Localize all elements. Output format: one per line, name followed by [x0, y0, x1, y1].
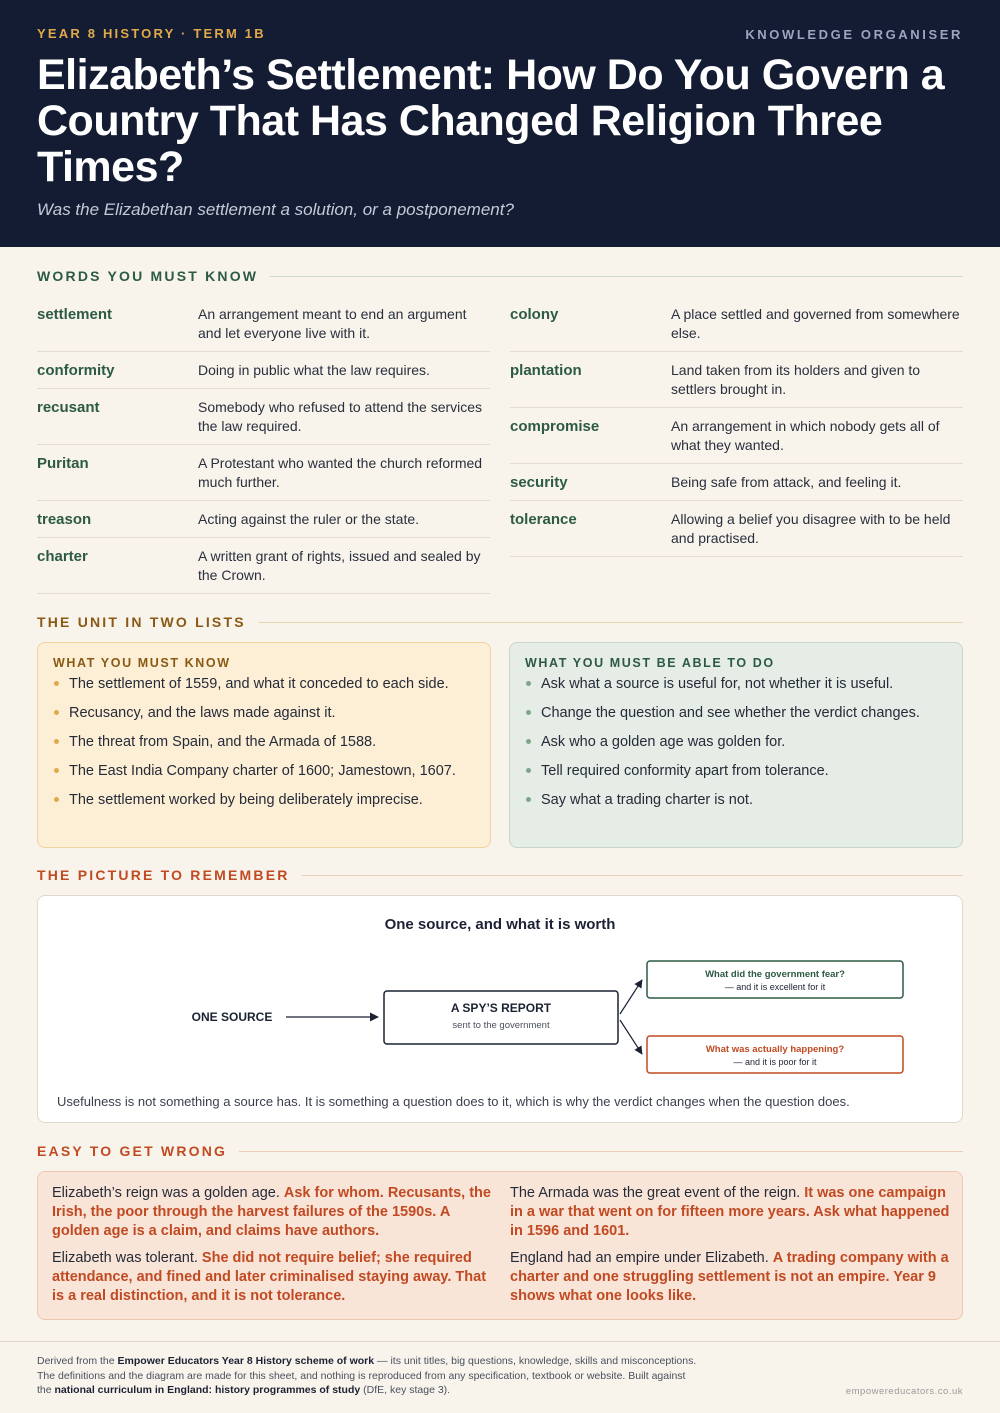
bullet-icon: [526, 710, 531, 715]
bullet-icon: [54, 797, 59, 802]
glossary-row: [510, 501, 963, 557]
glossary-row: [510, 464, 963, 501]
must-do-box: [509, 642, 963, 848]
glossary-term: colony: [510, 306, 559, 323]
happening-answer: — and it is poor for it: [733, 1057, 817, 1067]
glossary-term: settlement: [37, 306, 113, 323]
glossary-term: compromise: [510, 418, 600, 435]
glossary-term: recusant: [37, 399, 100, 416]
glossary-definition: A written grant of rights, issued and sealed by the Crown.: [198, 548, 481, 583]
glossary-row: [510, 352, 963, 408]
glossary-term: Puritan: [37, 455, 89, 472]
list-item: Recusancy, and the laws made against it.: [53, 703, 475, 723]
list-item: The settlement worked by being deliberately imprecise.: [53, 790, 475, 810]
words-section-heading: [37, 268, 963, 284]
unit-heading: THE UNIT IN TWO LISTS: [37, 614, 246, 630]
words-heading: WORDS YOU MUST KNOW: [37, 268, 259, 284]
footer-line: Derived from the Empower Educators Year 8 History scheme of work — its unit titles, big questions, knowledge, skills and misconceptions.: [37, 1355, 697, 1367]
footer-line: the national curriculum in England: history programmes of study (DfE, key stage 3).: [37, 1384, 451, 1396]
glossary-row: [37, 501, 490, 538]
glossary-row: [37, 389, 490, 445]
glossary-term: charter: [37, 548, 88, 565]
list-item: Change the question and see whether the verdict changes.: [525, 703, 947, 723]
scheme-link-text: Empower Educators Year 8 History scheme of work: [117, 1355, 375, 1367]
footer-credits: [37, 1354, 757, 1398]
glossary-row: [510, 408, 963, 464]
footer-line: The definitions and the diagram are made for this sheet, and nothing is reproduced from any specification, textbook or website. Built against: [37, 1369, 686, 1382]
footer-site[interactable]: empowereducators.co.uk: [845, 1386, 963, 1397]
list-item: The East India Company charter of 1600; Jamestown, 1607.: [53, 761, 475, 781]
report-title: A SPY’S REPORT: [450, 1001, 552, 1015]
list-item: Tell required conformity apart from tolerance.: [525, 761, 947, 781]
glossary-definition: An arrangement in which nobody gets all of what they wanted.: [671, 418, 940, 453]
unit-section-heading: [37, 614, 963, 630]
misconception: Elizabeth’s reign was a golden age. Ask for whom. Recusants, the Irish, the poor through the harvest failures of the 1590s. A golden age is a claim, and claims have authors.: [52, 1185, 491, 1239]
glossary-definition: An arrangement meant to end an argument and let everyone live with it.: [198, 306, 467, 341]
must-do-list: [525, 674, 947, 810]
arrow-to-happening-question: [620, 1020, 642, 1054]
fear-answer: — and it is excellent for it: [724, 982, 826, 992]
glossary-column-right: [510, 296, 963, 557]
misconception: The Armada was the great event of the reign. It was one campaign in a war that went on for fifteen more years. Ask what happened in 1596 and 1601.: [510, 1185, 950, 1239]
course-kicker: YEAR 8 HISTORY · TERM 1B: [37, 26, 266, 41]
glossary-definition: Doing in public what the law requires.: [198, 362, 430, 378]
bullet-icon: [526, 739, 531, 744]
bullet-icon: [54, 739, 59, 744]
report-box: [384, 991, 618, 1044]
must-do-title: WHAT YOU MUST BE ABLE TO DO: [525, 656, 775, 670]
glossary-term: treason: [37, 511, 92, 528]
bullet-icon: [54, 681, 59, 686]
picture-section-heading: [37, 867, 963, 883]
list-item: The settlement of 1559, and what it conceded to each side.: [53, 674, 475, 694]
fear-question: What did the government fear?: [705, 969, 845, 980]
glossary-definition: Being safe from attack, and feeling it.: [671, 474, 902, 490]
bullet-icon: [54, 768, 59, 773]
glossary-definition: Land taken from its holders and given to settlers brought in.: [671, 362, 921, 397]
happening-question: What was actually happening?: [705, 1044, 845, 1055]
glossary-definition: Allowing a belief you disagree with to be held and practised.: [671, 511, 951, 546]
arrow-to-fear-question: [620, 980, 642, 1014]
glossary-row: [37, 352, 490, 389]
glossary-row: [37, 445, 490, 501]
glossary-column-left: [37, 296, 490, 594]
picture-heading: THE PICTURE TO REMEMBER: [37, 867, 290, 883]
misconception: Elizabeth was tolerant. She did not require belief; she required attendance, and fined and later criminalised staying away. That is a real distinction, and it is not tolerance.: [52, 1250, 487, 1304]
document-type: KNOWLEDGE ORGANISER: [745, 27, 963, 42]
glossary-term: security: [510, 474, 568, 491]
diagram-svg: [38, 896, 964, 1124]
misconception: England had an empire under Elizabeth. A trading company with a charter and one struggling settlement is not an empire. Year 9 shows what one looks like.: [510, 1250, 949, 1304]
report-subtitle: sent to the government: [452, 1020, 550, 1031]
glossary-term: tolerance: [510, 511, 577, 528]
glossary-row: [510, 296, 963, 352]
must-know-title: WHAT YOU MUST KNOW: [53, 656, 231, 670]
bullet-icon: [526, 768, 531, 773]
glossary-term: plantation: [510, 362, 582, 379]
list-item: The threat from Spain, and the Armada of 1588.: [53, 732, 475, 752]
glossary-row: [37, 538, 490, 594]
page-subtitle: Was the Elizabethan settlement a solution, or a postponement?: [37, 200, 514, 219]
divider: [258, 622, 963, 623]
divider: [302, 875, 963, 876]
footer-divider: [0, 1341, 1000, 1342]
bullet-icon: [54, 710, 59, 715]
glossary-definition: A Protestant who wanted the church reformed much further.: [198, 455, 483, 490]
must-know-list: [53, 674, 475, 810]
curriculum-link-text: national curriculum in England: history programmes of study: [54, 1384, 361, 1396]
glossary-row: [37, 296, 490, 352]
list-item: Say what a trading charter is not.: [525, 790, 947, 810]
bullet-icon: [526, 797, 531, 802]
source-label: ONE SOURCE: [191, 1010, 273, 1024]
glossary-term: conformity: [37, 362, 115, 379]
glossary-definition: Somebody who refused to attend the services the law required.: [198, 399, 483, 434]
divider: [270, 276, 963, 277]
divider: [239, 1151, 963, 1152]
list-item: Ask what a source is useful for, not whether it is useful.: [525, 674, 947, 694]
wrong-section-heading: [37, 1143, 963, 1159]
list-item: Ask who a golden age was golden for.: [525, 732, 947, 752]
page-header: [0, 0, 1000, 247]
diagram-title: One source, and what it is worth: [384, 916, 616, 933]
source-diagram: [37, 895, 963, 1123]
diagram-caption: Usefulness is not something a source has. It is something a question does to it, which is why the verdict changes when the question does.: [57, 1094, 850, 1109]
wrong-heading: EASY TO GET WRONG: [37, 1143, 228, 1159]
page-title: Elizabeth’s Settlement: How Do You Govern a Country That Has Changed Religion Three Times?: [37, 51, 945, 191]
must-know-box: [37, 642, 491, 848]
glossary-definition: A place settled and governed from somewhere else.: [671, 306, 960, 341]
bullet-icon: [526, 681, 531, 686]
glossary-definition: Acting against the ruler or the state.: [198, 511, 420, 527]
misconceptions-box: [37, 1171, 963, 1320]
